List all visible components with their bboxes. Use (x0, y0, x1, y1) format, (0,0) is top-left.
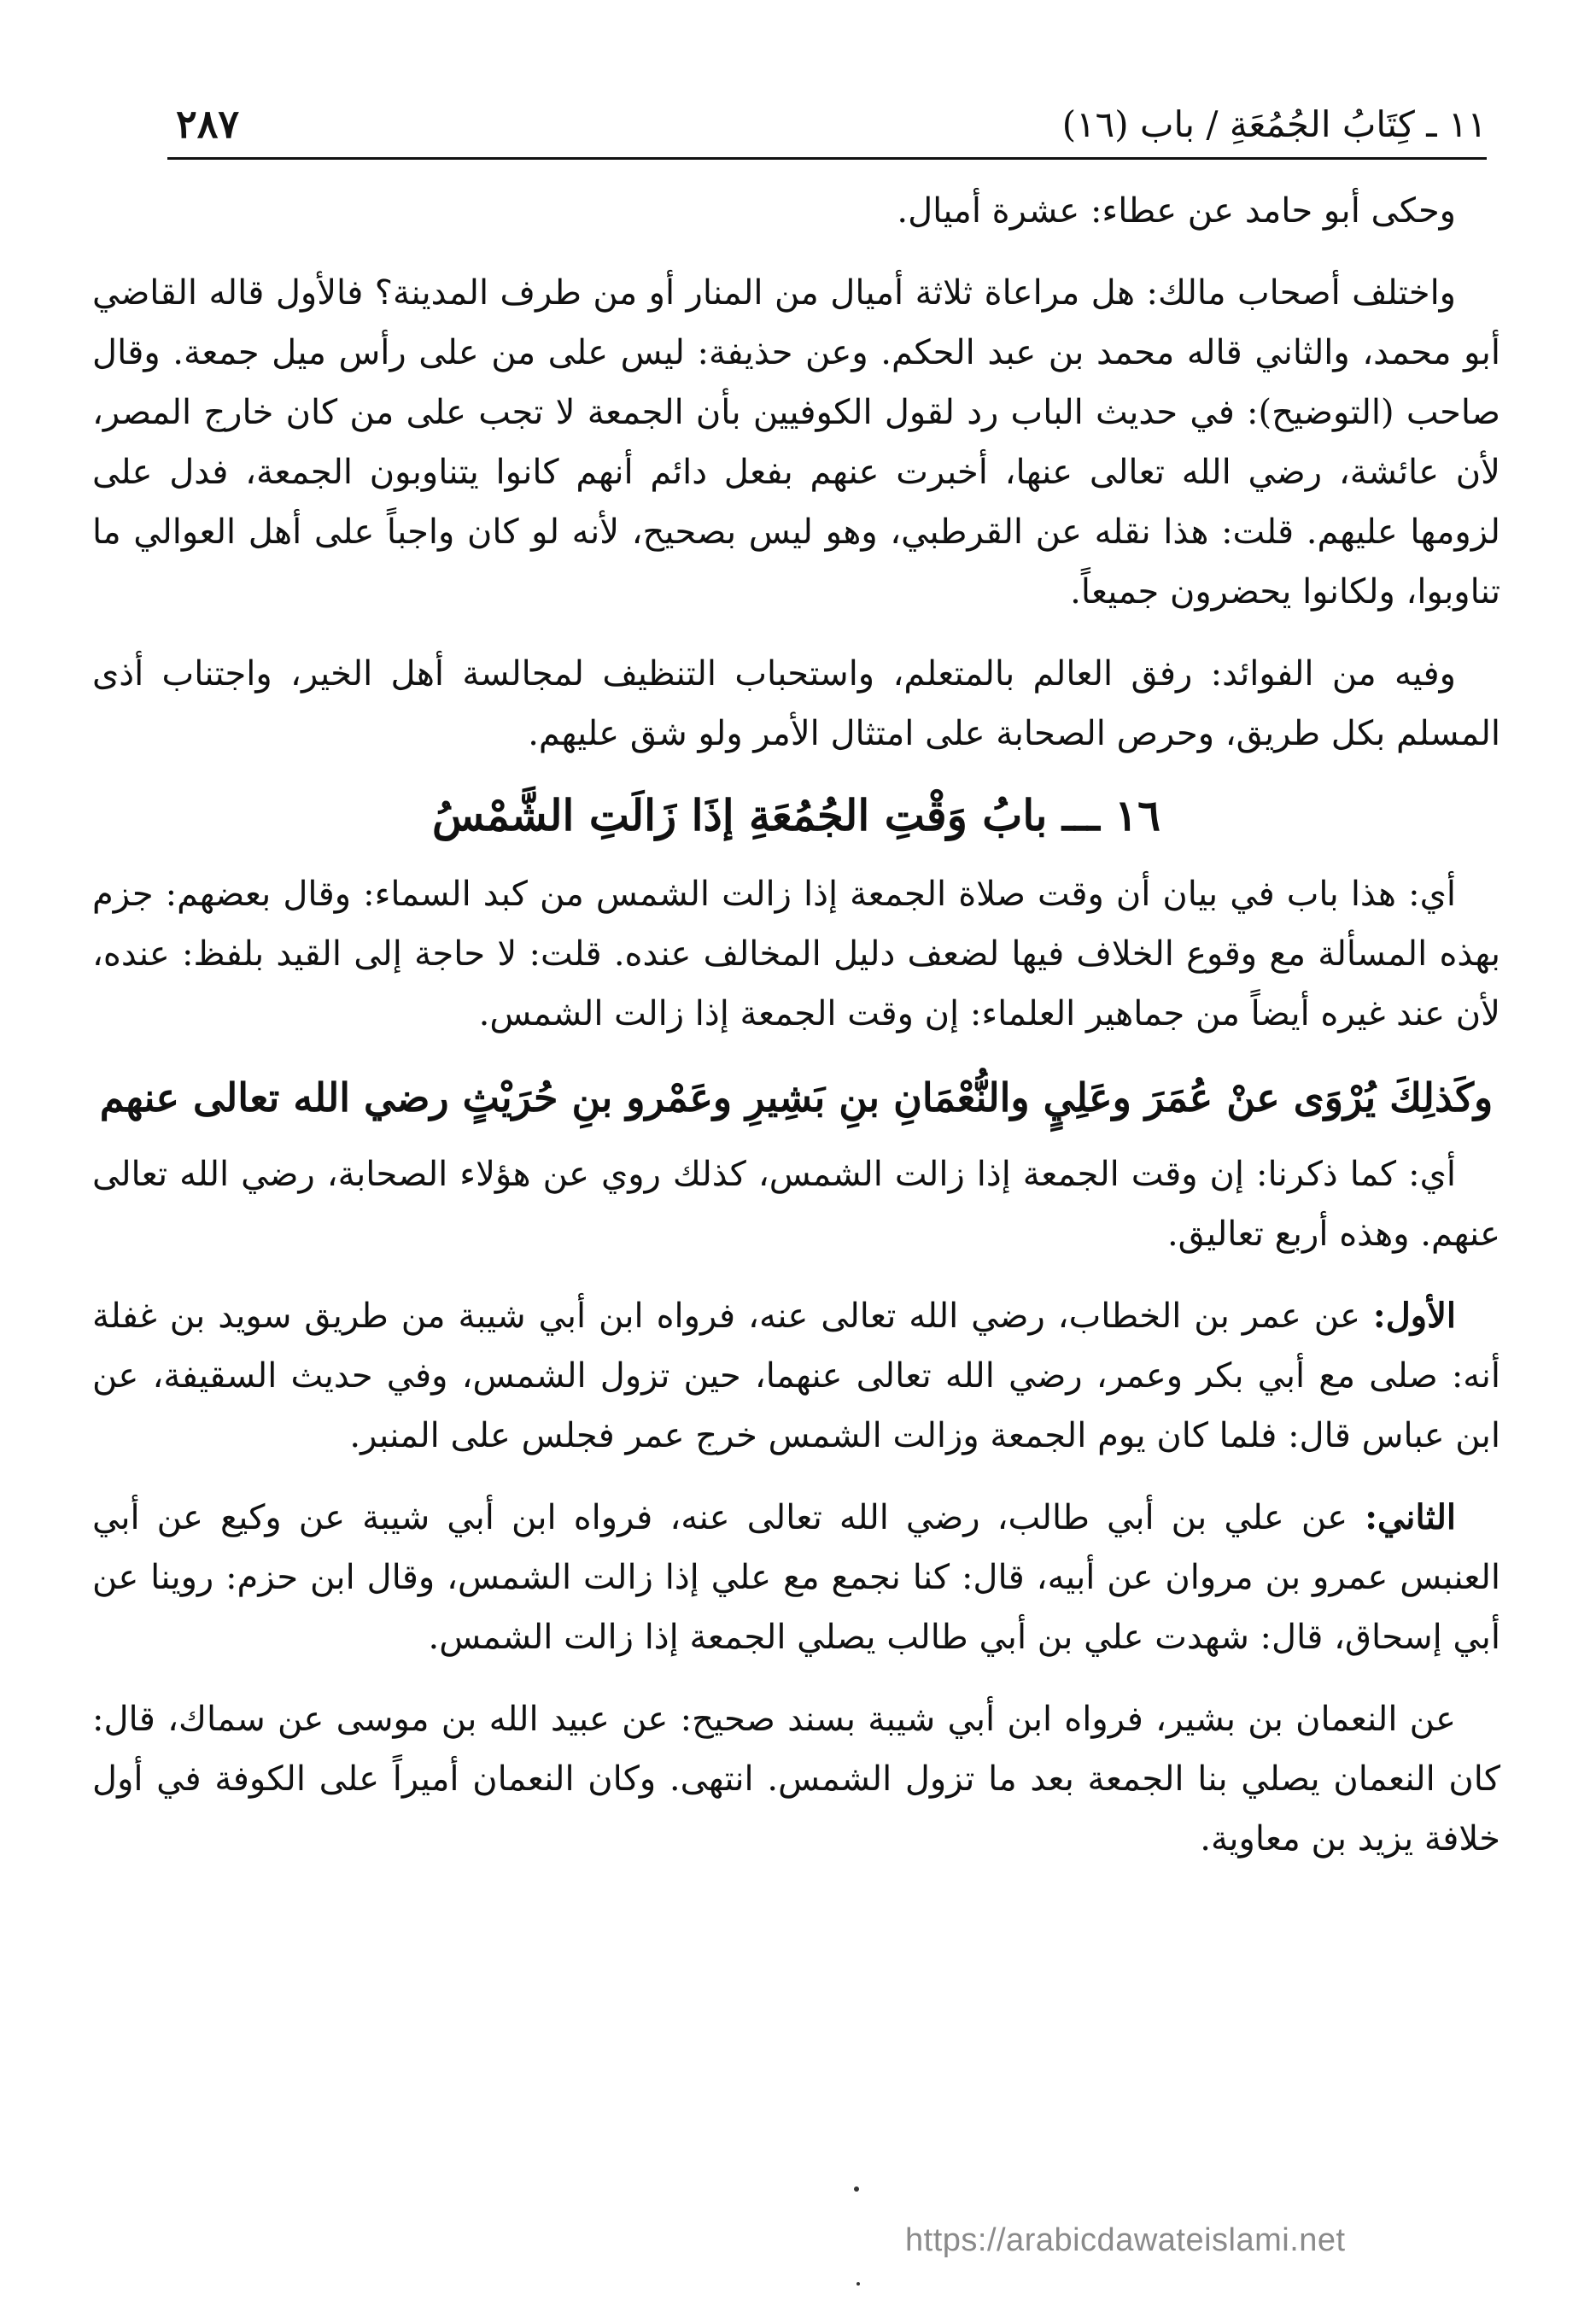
first-label: الأول: (1372, 1296, 1456, 1336)
paragraph-second (92, 1488, 1500, 1667)
paragraph-numan: عن النعمان بن بشير، فرواه ابن أبي شيبة بسند صحيح: عن عبيد الله بن موسى عن سماك، قال: كان النعمان يصلي بنا الجمعة بعد ما تزول الشمس. انتهى. وكان النعمان أميراً على الكوفة في أول خلافة يزيد بن معاوية. (92, 1700, 1500, 1858)
paragraph-abu-hamid: وحكى أبو حامد عن عطاء: عشرة أميال. (897, 191, 1456, 231)
paragraph-first (92, 1286, 1500, 1466)
first-text: عن عمر بن الخطاب، رضي الله تعالى عنه، فرواه ابن أبي شيبة من طريق سويد بن غفلة أنه: صلى مع أبي بكر وعمر، رضي الله تعالى عنهما، حين تزول الشمس، وفي حديث السقيفة، عن ابن عباس قال: فلما كان يوم الجمعة وزالت الشمس خرج عمر فجلس على المنبر. (92, 1297, 1500, 1455)
paragraph-benefits: وفيه من الفوائد: رفق العالم بالمتعلم، واستحباب التنظيف لمجالسة أهل الخير، واجتناب أذى المسلم بكل طريق، وحرص الصحابة على امتثال الأمر ولو شق عليهم. (92, 654, 1500, 753)
second-text: عن علي بن أبي طالب، رضي الله تعالى عنه، فرواه ابن أبي شيبة عن وكيع عن أبي العنبس عمرو بن مروان عن أبيه، قال: كنا نجمع مع علي إذا زالت الشمس، وقال ابن حزم: روينا عن أبي إسحاق، قال: شهدت علي بن أبي طالب يصلي الجمعة إذا زالت الشمس. (92, 1498, 1500, 1657)
scan-speck (856, 2282, 860, 2286)
page-body (92, 181, 1500, 1891)
running-title: ١١ ـ كِتَابُ الجُمُعَةِ / باب (١٦) (1061, 103, 1487, 145)
second-label: الثاني: (1365, 1497, 1456, 1537)
paragraph-as-mentioned: أي: كما ذكرنا: إن وقت الجمعة إذا زالت الشمس، كذلك روي عن هؤلاء الصحابة، رضي الله تعالى عنهم. وهذه أربع تعاليق. (92, 1155, 1500, 1254)
chapter-title: ١٦ ـــ بابُ وَقْتِ الجُمُعَةِ إذَا زَالَتِ الشَّمْسُ (432, 790, 1160, 840)
page-number: ٢٨٧ (176, 101, 240, 147)
watermark-url: https://arabicdawateislami.net (905, 2222, 1346, 2258)
scan-speck (854, 2186, 859, 2192)
paragraph-chapter-explanation: أي: هذا باب في بيان أن وقت صلاة الجمعة إذا زالت الشمس من كبد السماء: وقال بعضهم: جزم بهذه المسألة مع وقوع الخلاف فيها لضعف دليل المخالف عنده. قلت: لا حاجة إلى القيد بلفظ: عنده، لأن عند غيره أيضاً من جماهير العلماء: إن وقت الجمعة إذا زالت الشمس. (92, 875, 1500, 1033)
paragraph-malik-companions: واختلف أصحاب مالك: هل مراعاة ثلاثة أميال من المنار أو من طرف المدينة؟ فالأول قاله القاضي أبو محمد، والثاني قاله محمد بن عبد الحكم. وعن حذيفة: ليس على من على رأس ميل جمعة. وقال صاحب (التوضيح): في حديث الباب رد لقول الكوفيين بأن الجمعة لا تجب على من كان خارج المصر، لأن عائشة، رضي الله تعالى عنها، أخبرت عنهم بفعل دائم أنهم كانوا يتناوبون الجمعة، فدل على لزومها عليهم. قلت: هذا نقله عن القرطبي، وهو ليس بصحيح، لأنه لو كان واجباً على أهل العوالي ما تناوبوا، ولكانوا يحضرون جميعاً. (92, 273, 1500, 612)
page-header (167, 96, 1487, 160)
narration-heading: وكَذلِكَ يُرْوَى عنْ عُمَرَ وعَلِيٍ والنُّعْمَانِ بنِ بَشِيرِ وعَمْرو بنِ حُرَيْثٍ رضي الله تعالى عنهم (99, 1074, 1494, 1121)
